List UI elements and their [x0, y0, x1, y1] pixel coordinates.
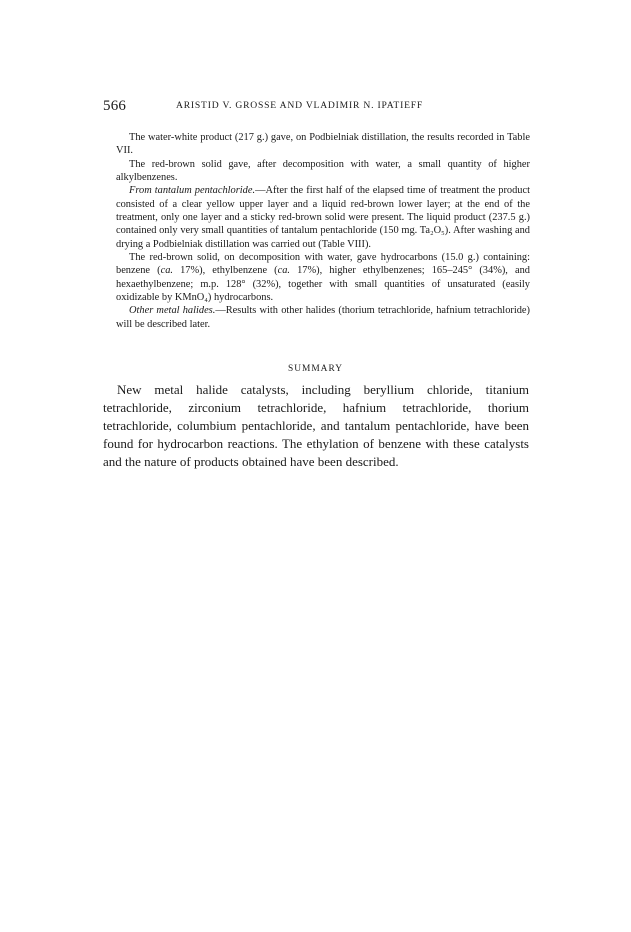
decomposition-text-a: The red-brown solid, on decomposition with water, gave hydrocarbons (15.0 g.) containing: benzene (	[116, 252, 530, 277]
running-title: ARISTID V. GROSSE AND VLADIMIR N. IPATIEFF	[176, 100, 424, 111]
tantalum-subheading: From tantalum pentachloride.	[129, 185, 256, 197]
other-halides-subheading: Other metal halides.	[129, 305, 216, 317]
tantalum-text: —After the first half of the elapsed time of treatment the product consisted of a clear yellow upper layer and a liquid red-brown lower layer; at the end of the treatment, only one layer and a sticky red-brown solid were present. The liquid product (237.5 g.) contained only very small quantities of tantalum pentachloride (150 mg. Ta₂O₅). After washing and drying a Podbielniak distillation was carried out (Table VIII).	[116, 185, 530, 250]
running-head	[103, 98, 529, 116]
summary-text: New metal halide catalysts, including beryllium chloride, titanium tetrachloride, zirconium tetrachloride, hafnium tetrachloride, thorium tetrachloride, columbium pentachloride, and tantalum pentachloride, have been found for hydrocarbon reactions. The ethylation of benzene with these catalysts and the nature of products obtained have been described.	[103, 382, 529, 469]
paragraph-tantalum-pentachloride	[116, 184, 530, 251]
circa-abbrev-2: ca.	[277, 265, 291, 277]
paragraph-other-metal-halides	[116, 304, 530, 331]
body-text	[116, 131, 530, 331]
paragraph-decomposition-results	[116, 251, 530, 304]
decomposition-text-c: 17%), higher ethylbenzenes; 165–245° (34%), and hexaethylbenzene; m.p. 128° (32%), together with small quantities of unsaturated (easily oxidizable by KMnO₄) hydrocarbons.	[116, 265, 530, 304]
paragraph-water-white-product: The water-white product (217 g.) gave, on Podbielniak distillation, the results recorded in Table VII.	[116, 132, 530, 157]
other-halides-text: —Results with other halides (thorium tetrachloride, hafnium tetrachloride) will be described later.	[116, 305, 531, 330]
circa-abbrev-1: ca.	[160, 265, 173, 277]
summary-heading: SUMMARY	[288, 364, 343, 374]
decomposition-text-b: 17%), ethylbenzene (	[172, 265, 278, 277]
page-number: 566	[103, 98, 127, 114]
paragraph-red-brown-solid: The red-brown solid gave, after decomposition with water, a small quantity of higher alkylbenzenes.	[116, 158, 530, 184]
